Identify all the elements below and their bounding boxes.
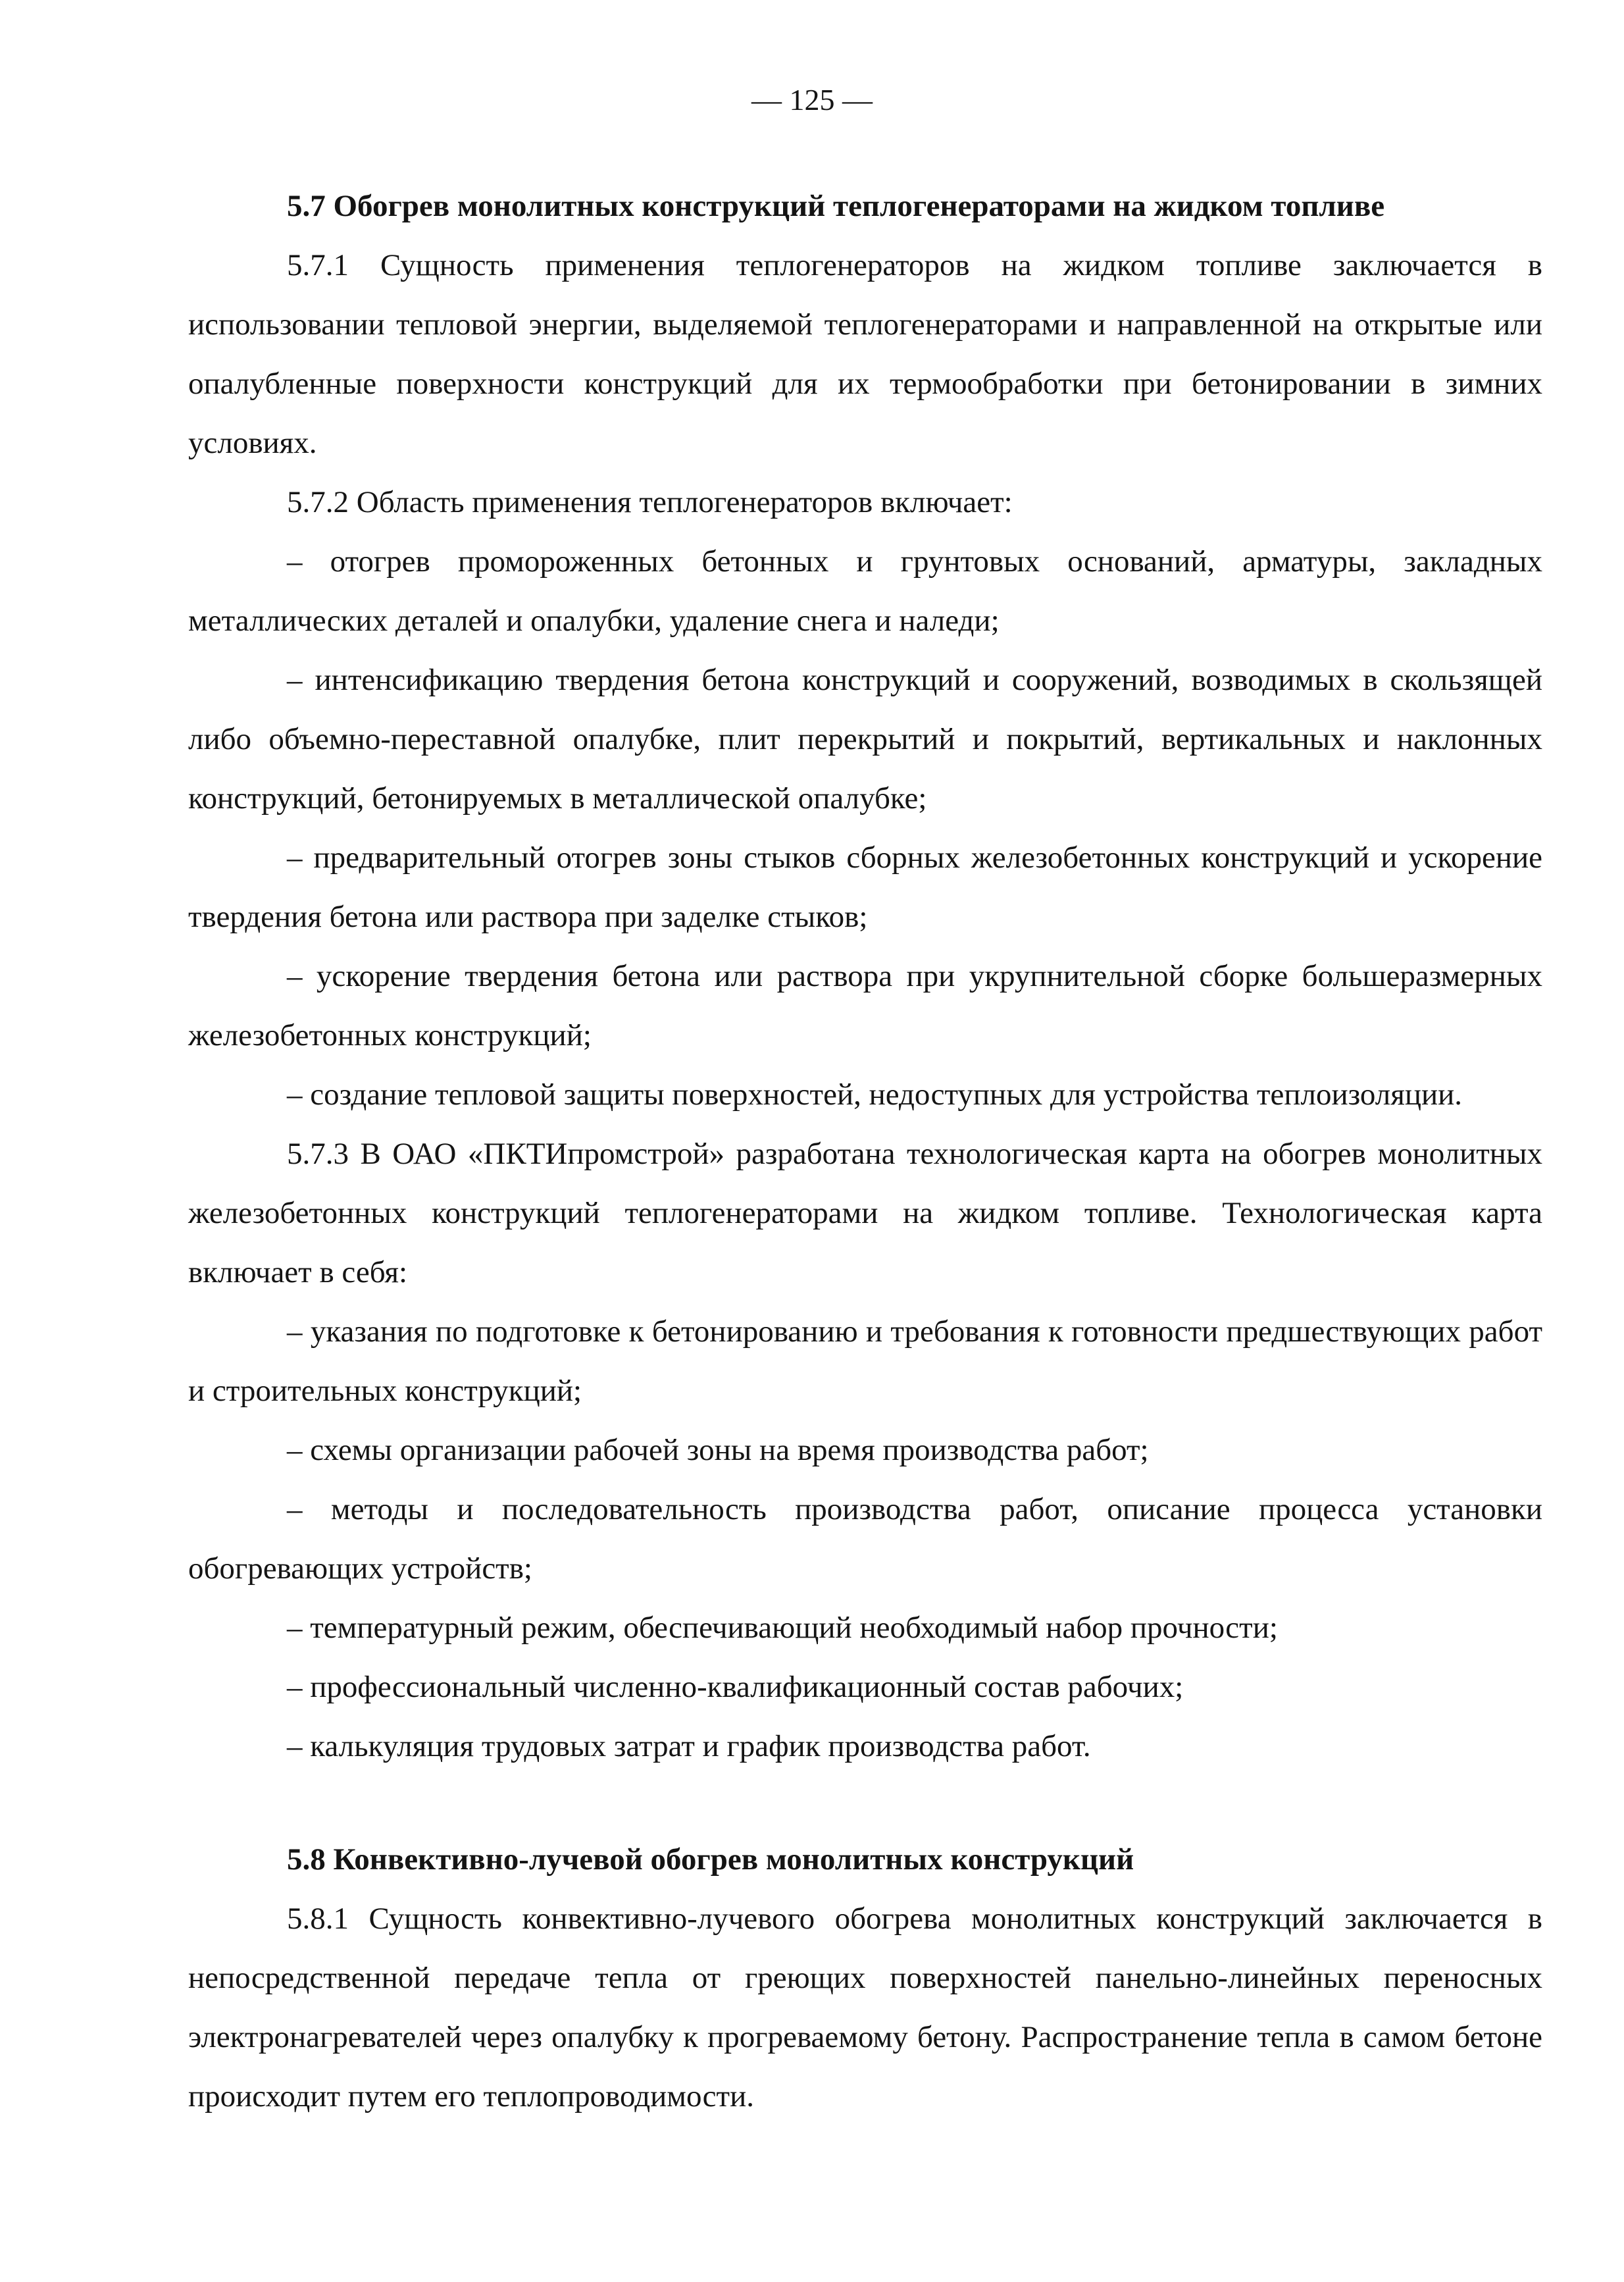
list-item: – температурный режим, обеспечивающий необходимый набор прочности; <box>287 1611 1278 1645</box>
section-heading-5-7: 5.7 Обогрев монолитных конструкций теплогенераторами на жидком топливе <box>287 189 1385 223</box>
list-item: – предварительный отогрев зоны стыков сборных железобетонных конструкций и ускорение твердения бетона или раствора при заделке стыков; <box>188 841 1542 934</box>
page-content <box>188 176 1542 2126</box>
paragraph-5-7-1: 5.7.1 Сущность применения теплогенераторов на жидком топливе заключается в использовании тепловой энергии, выделяемой теплогенераторами и направленной на открытые или опалубленные поверхности конструкций для их термообработки при бетонировании в зимних условиях. <box>188 248 1542 460</box>
list-item: – калькуляция трудовых затрат и график производства работ. <box>287 1729 1091 1763</box>
list-item: – указания по подготовке к бетонированию и требования к готовности предшествующих работ и строительных конструкций; <box>188 1314 1542 1408</box>
list-item: – создание тепловой защиты поверхностей, недоступных для устройства теплоизоляции. <box>287 1077 1463 1112</box>
paragraph-5-7-3: 5.7.3 В ОАО «ПКТИпромстрой» разработана технологическая карта на обогрев монолитных железобетонных конструкций теплогенераторами на жидком топливе. Технологическая карта включает в себя: <box>188 1137 1542 1289</box>
list-item: – отогрев промороженных бетонных и грунтовых оснований, арматуры, закладных металлических деталей и опалубки, удаление снега и наледи; <box>188 544 1542 638</box>
list-item: – схемы организации рабочей зоны на время производства работ; <box>287 1433 1149 1467</box>
list-item: – методы и последовательность производства работ, описание процесса установки обогревающих устройств; <box>188 1492 1542 1586</box>
section-heading-5-8: 5.8 Конвективно-лучевой обогрев монолитных конструкций <box>287 1842 1134 1877</box>
list-item: – профессиональный численно-квалификационный состав рабочих; <box>287 1670 1184 1704</box>
page-number: — 125 — <box>751 83 873 117</box>
list-item: – ускорение твердения бетона или раствора при укрупнительной сборке большеразмерных железобетонных конструкций; <box>188 959 1542 1052</box>
section-spacer <box>188 1776 1542 1830</box>
list-item: – интенсификацию твердения бетона конструкций и сооружений, возводимых в скользящей либо объемно-переставной опалубке, плит перекрытий и покрытий, вертикальных и наклонных конструкций, бетонируемых в металлической опалубке; <box>188 663 1542 816</box>
paragraph-5-7-2: 5.7.2 Область применения теплогенераторов включает: <box>287 485 1013 519</box>
paragraph-5-8-1: 5.8.1 Сущность конвективно-лучевого обогрева монолитных конструкций заключается в непосредственной передаче тепла от греющих поверхностей панельно-линейных переносных электронагревателей через опалубку к прогреваемому бетону. Распространение тепла в самом бетоне происходит путем его теплопроводимости. <box>188 1902 1542 2113</box>
